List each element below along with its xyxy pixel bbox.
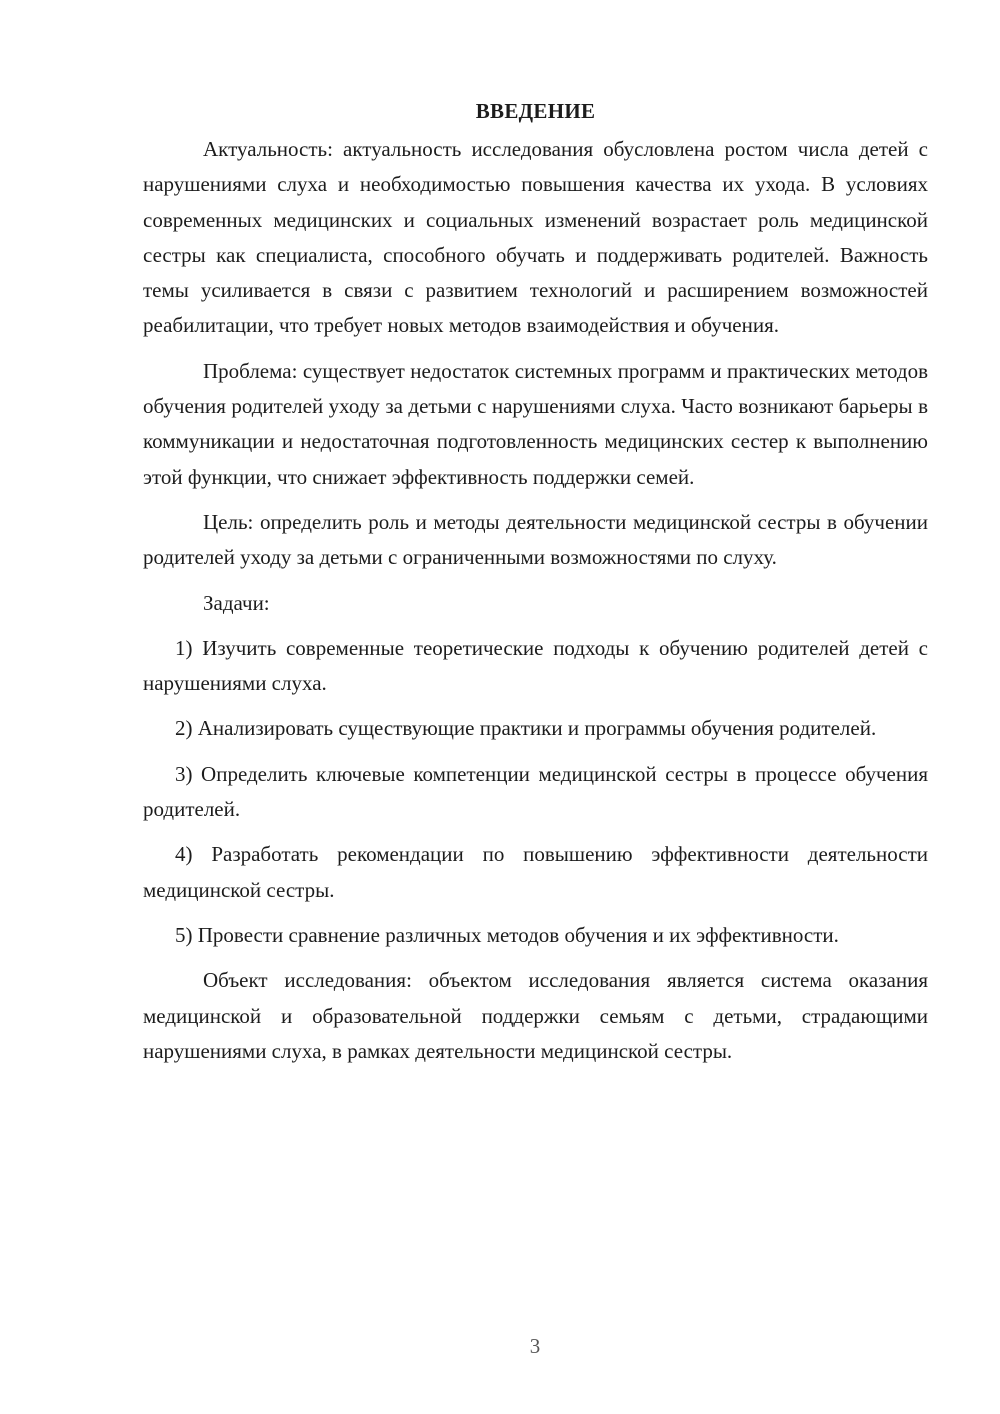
document-page xyxy=(143,96,928,1079)
object-paragraph: Объект исследования: объектом исследования является система оказания медицинской и образовательной поддержки семьям с детьми, страдающими нарушениями слуха, в рамках деятельности медицинской сестры. xyxy=(143,968,928,1063)
relevance-paragraph: Актуальность: актуальность исследования обусловлена ростом числа детей с нарушениями слуха и необходимостью повышения качества их ухода. В условиях современных медицинских и социальных изменений возрастает роль медицинской сестры как специалиста, способного обучать и поддерживать родителей. Важность темы усиливается в связи с развитием технологий и расширением возможностей реабилитации, что требует новых методов взаимодействия и обучения. xyxy=(143,137,928,338)
problem-paragraph: Проблема: существует недостаток системных программ и практических методов обучения родителей уходу за детьми с нарушениями слуха. Часто возникают барьеры в коммуникации и недостаточная подготовленность медицинских сестер к выполнению этой функции, что снижает эффективность поддержки семей. xyxy=(143,358,928,489)
tasks-heading: Задачи: xyxy=(203,590,270,615)
section-title: ВВЕДЕНИЕ xyxy=(475,99,596,123)
task-item: 5) Провести сравнение различных методов обучения и их эффективности. xyxy=(175,922,839,947)
page-number: 3 xyxy=(529,1334,541,1358)
task-item: 4) Разработать рекомендации по повышению эффективности деятельности медицинской сестры. xyxy=(143,842,928,902)
task-item: 3) Определить ключевые компетенции медицинской сестры в процессе обучения родителей. xyxy=(143,761,928,822)
goal-paragraph: Цель: определить роль и методы деятельности медицинской сестры в обучении родителей уходу за детьми с ограниченными возможностями по слуху. xyxy=(143,509,928,570)
task-item: 1) Изучить современные теоретические подходы к обучению родителей детей с нарушениями слуха. xyxy=(143,635,928,696)
task-item: 2) Анализировать существующие практики и программы обучения родителей. xyxy=(175,716,877,741)
